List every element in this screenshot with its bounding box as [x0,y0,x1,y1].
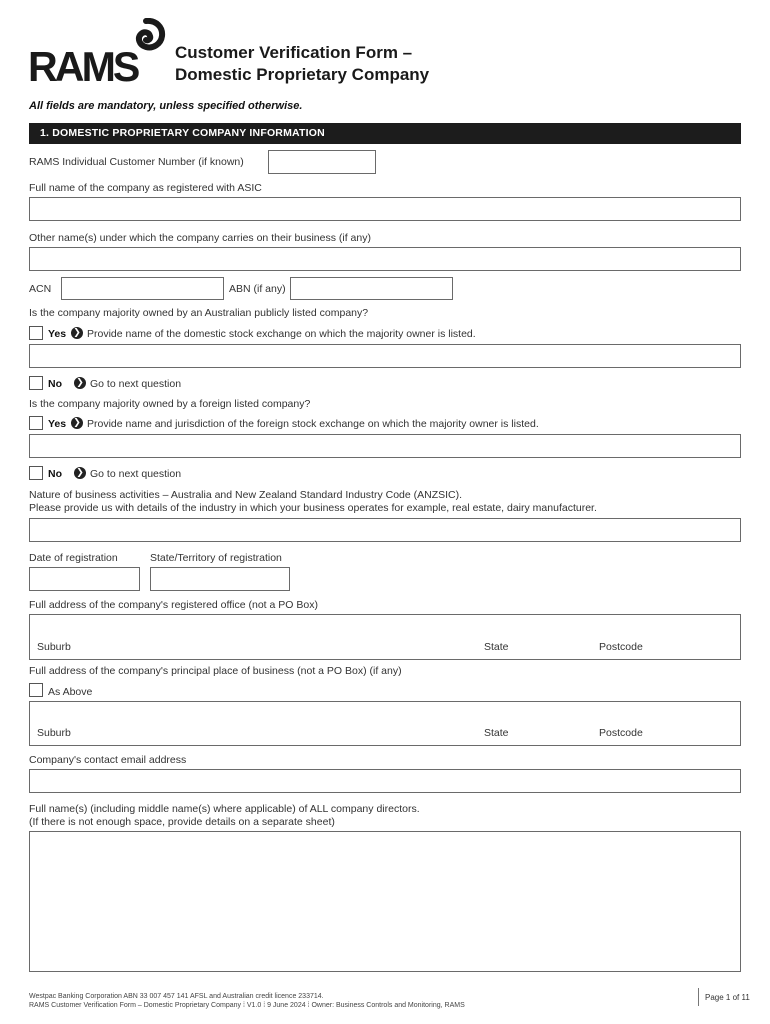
other-names-label: Other name(s) under which the company carries on their business (if any) [29,232,371,244]
title-line-1: Customer Verification Form – [175,43,413,62]
registered-state-label: State [484,641,509,653]
registered-suburb-label: Suburb [37,641,71,653]
principal-address-label: Full address of the company's principal place of business (not a PO Box) (if any) [29,665,402,677]
acn-label: ACN [29,283,52,295]
principal-postcode-label: Postcode [599,727,643,739]
australian-listed-yes-checkbox[interactable] [29,326,43,340]
directors-label: Full name(s) (including middle name(s) where applicable) of ALL company directors. [29,803,420,815]
email-label: Company's contact email address [29,754,187,766]
section-title: 1. DOMESTIC PROPRIETARY COMPANY INFORMATION [40,127,325,139]
acn-input[interactable] [61,277,224,300]
as-above-label: As Above [48,686,93,698]
australian-no-label: No [48,378,62,390]
nature-business-input[interactable] [29,518,741,542]
date-registration-label: Date of registration [29,552,118,564]
footer-line-1: Westpac Banking Corporation ABN 33 007 457 141 AFSL and Australian credit licence 233714. [29,993,324,1000]
arrow-right-circle-icon: ❯ [71,417,83,429]
nature-business-label: Nature of business activities – Australia and New Zealand Standard Industry Code (ANZSIC). [29,489,463,501]
foreign-no-label: No [48,468,62,480]
australian-yes-label: Yes [48,328,67,340]
abn-input[interactable] [290,277,453,300]
date-registration-input[interactable] [29,567,140,591]
logo-text: RAMS [28,43,138,90]
customer-number-input[interactable] [268,150,376,174]
australian-yes-instruction: Provide name of the domestic stock exchange on which the majority owner is listed. [87,328,476,340]
title-line-2: Domestic Proprietary Company [175,65,430,84]
australian-listed-no-checkbox[interactable] [29,376,43,390]
foreign-no-instruction: Go to next question [90,468,182,480]
as-above-checkbox[interactable] [29,683,43,697]
arrow-right-circle-icon: ❯ [74,377,86,389]
full-name-input[interactable] [29,197,741,221]
foreign-yes-label: Yes [48,418,67,430]
nature-business-hint: Please provide us with details of the industry in which your business operates for example, real estate, dairy manufacturer. [29,502,597,514]
foreign-yes-instruction: Provide name and jurisdiction of the foreign stock exchange on which the majority owner is listed. [87,418,539,430]
section-header [29,123,741,144]
registered-address-input[interactable] [29,614,741,660]
directors-input[interactable] [29,831,741,972]
abn-label: ABN (if any) [229,283,286,295]
foreign-exchange-input[interactable] [29,434,741,458]
registered-address-label: Full address of the company's registered office (not a PO Box) [29,599,318,611]
rams-logo [28,18,163,90]
state-registration-label: State/Territory of registration [150,552,282,564]
customer-number-label: RAMS Individual Customer Number (if known) [29,156,244,168]
full-name-label: Full name of the company as registered with ASIC [29,182,262,194]
australian-listed-question: Is the company majority owned by an Australian publicly listed company? [29,307,369,319]
australian-no-instruction: Go to next question [90,378,182,390]
other-names-input[interactable] [29,247,741,271]
state-registration-input[interactable] [150,567,290,591]
foreign-listed-yes-checkbox[interactable] [29,416,43,430]
principal-address-input[interactable] [29,701,741,746]
email-input[interactable] [29,769,741,793]
arrow-right-circle-icon: ❯ [74,467,86,479]
directors-hint: (If there is not enough space, provide details on a separate sheet) [29,816,335,828]
domestic-exchange-input[interactable] [29,344,741,368]
principal-state-label: State [484,727,509,739]
foreign-listed-question: Is the company majority owned by a foreign listed company? [29,398,311,410]
mandatory-note: All fields are mandatory, unless specified otherwise. [29,100,303,112]
page-number: Page 1 of 11 [705,993,750,1002]
registered-postcode-label: Postcode [599,641,643,653]
footer [29,992,465,1010]
footer-line-2: RAMS Customer Verification Form – Domestic Proprietary Company ⁞ V1.0 ⁞ 9 June 2024 ⁞ Owner: Business Controls and Monitoring, RAMS [29,1002,465,1009]
arrow-right-circle-icon: ❯ [71,327,83,339]
principal-suburb-label: Suburb [37,727,71,739]
page-title [175,42,429,86]
foreign-listed-no-checkbox[interactable] [29,466,43,480]
